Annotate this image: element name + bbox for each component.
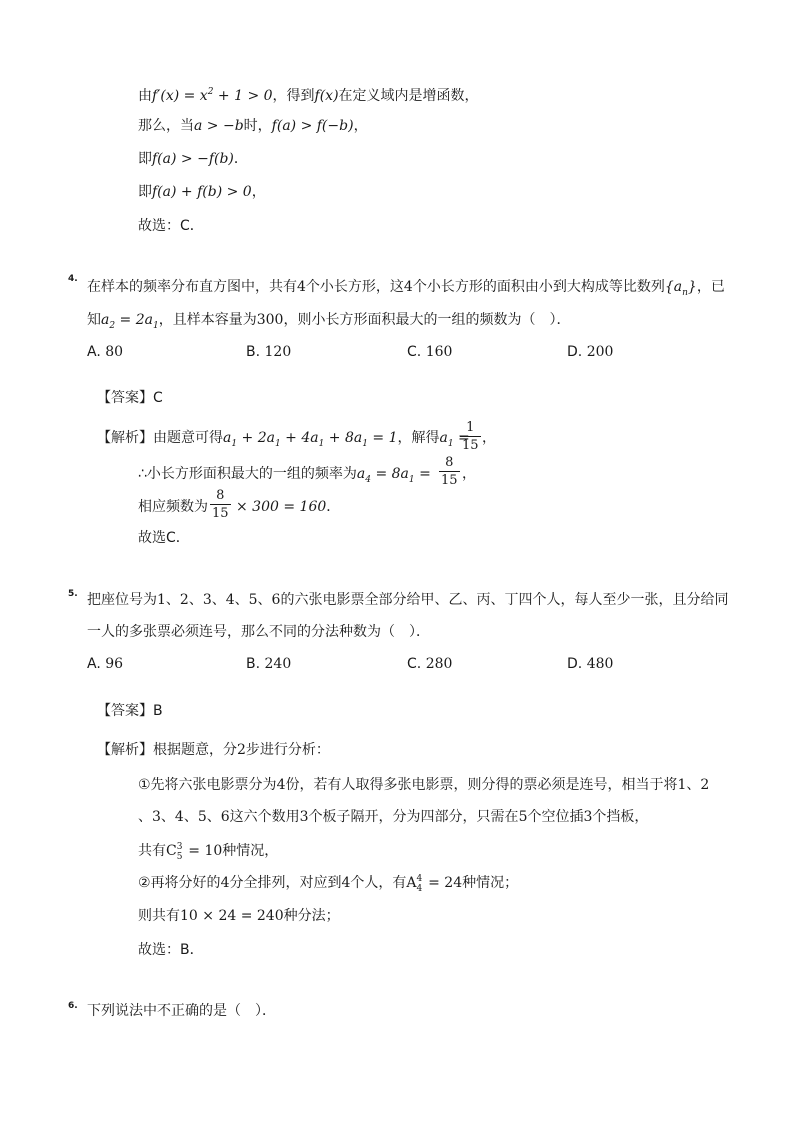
- solution-line: [138, 182, 266, 202]
- option-label: C.: [407, 656, 422, 672]
- text: ．: [233, 151, 248, 167]
- math: $a_1$ =: [439, 430, 470, 449]
- text: 种情况，: [222, 843, 279, 859]
- text: 、: [138, 809, 152, 825]
- fraction: $\frac{1}{15}$: [462, 420, 479, 453]
- analysis-line: [138, 906, 340, 926]
- text: 个小长方形，这: [305, 279, 404, 295]
- analysis-line: [138, 873, 518, 899]
- text: 时，: [243, 118, 272, 134]
- analysis-conclusion: 故选C．: [138, 530, 190, 546]
- analysis-line: [97, 428, 470, 454]
- analysis-line: [138, 464, 431, 490]
- question-text: [87, 310, 570, 336]
- math: f(x): [314, 88, 339, 104]
- text: 这六个数用: [229, 809, 300, 825]
- fraction: $\frac{8}{15}$: [212, 488, 229, 521]
- math: A 4 4 = 24: [406, 874, 463, 894]
- option-c[interactable]: [407, 654, 452, 674]
- text: ，: [353, 118, 368, 134]
- number: 4: [220, 875, 230, 891]
- answer-tag: 【答案】: [97, 703, 153, 719]
- number: 3、4、5、6: [152, 809, 230, 825]
- option-label: B.: [246, 344, 261, 360]
- text: ．: [326, 499, 341, 515]
- text: ，得到: [272, 88, 315, 104]
- number: 4: [276, 777, 286, 793]
- option-label: A.: [87, 344, 101, 360]
- question-text: 下列说法中不正确的是（ ）．: [87, 1003, 276, 1019]
- solution-line: [138, 116, 368, 136]
- number: 3: [299, 809, 309, 825]
- text: 的六张电影票全部分给甲、乙、丙、丁四个人，每人至少一张，且分给同: [280, 592, 729, 608]
- analysis-line: [138, 807, 648, 827]
- option-value: 280: [425, 656, 453, 672]
- math: f(a) > −f(b): [152, 151, 234, 167]
- option-b[interactable]: [246, 342, 291, 362]
- option-a[interactable]: [87, 654, 123, 674]
- text: 则共有: [138, 908, 180, 924]
- number: 4: [403, 279, 413, 295]
- text: 由题意可得: [153, 430, 223, 446]
- text: 分全排列，对应到: [229, 875, 342, 891]
- text: 相应频数为: [138, 499, 208, 515]
- option-value: 480: [586, 656, 614, 672]
- math: C 3 5 = 10: [166, 842, 223, 862]
- question-number: 4.: [68, 274, 78, 284]
- text: 个空位插: [527, 809, 584, 825]
- text: 在样本的频率分布直方图中，共有: [87, 279, 297, 295]
- option-label: C.: [407, 344, 422, 360]
- number: 4: [341, 875, 351, 891]
- text: 个挡板，: [592, 809, 649, 825]
- solution-conclusion: 故选：C．: [138, 218, 204, 234]
- question-text: [87, 277, 725, 303]
- analysis-line: [138, 841, 278, 867]
- math: 10 × 24 = 240: [180, 908, 284, 924]
- text: ，已: [696, 279, 725, 295]
- text: 即: [138, 151, 152, 167]
- solution-line: [138, 149, 248, 169]
- option-value: 80: [105, 344, 124, 360]
- text: ，: [251, 184, 266, 200]
- option-b[interactable]: [246, 654, 291, 674]
- option-value: 120: [264, 344, 292, 360]
- text: 由: [138, 88, 152, 104]
- math: $\{a_n\}$: [664, 279, 697, 298]
- text: 在定义域内是增函数，: [338, 88, 479, 104]
- number: 4: [297, 279, 306, 295]
- text: 知: [87, 312, 101, 328]
- answer-value: B: [153, 703, 163, 719]
- number: 5: [518, 809, 528, 825]
- text: 种分法；: [283, 908, 340, 924]
- analysis-line: [138, 497, 208, 517]
- analysis-line: [97, 740, 330, 760]
- text: ，则小长方形面积最大的一组的频数为（ ）．: [283, 312, 571, 328]
- math: $a_1 + 2a_1 + 4a_1 + 8a_1 = 1$: [223, 430, 398, 449]
- text: ②再将分好的: [138, 875, 221, 891]
- number: 1、2: [677, 777, 710, 793]
- math: × 300 = 160: [236, 499, 327, 515]
- text: 种情况；: [462, 875, 519, 891]
- text: ，解得: [397, 430, 440, 446]
- answer: [97, 701, 163, 721]
- text: ①先将六张电影票分为: [138, 777, 277, 793]
- number: 1、2、3、4、5、6: [157, 592, 281, 608]
- question-number: 5.: [68, 589, 78, 599]
- text: ，且样本容量为: [158, 312, 257, 328]
- option-a[interactable]: [87, 342, 123, 362]
- answer-value: C: [153, 390, 163, 406]
- math: $a_4 = 8a_1$ =: [356, 466, 431, 485]
- option-d[interactable]: [567, 342, 613, 362]
- text: 即: [138, 184, 152, 200]
- text: 根据题意，分: [153, 742, 237, 758]
- math: f(a) + f(b) > 0: [152, 184, 252, 200]
- option-value: 200: [586, 344, 614, 360]
- analysis-line: [138, 775, 709, 795]
- number: 3: [583, 809, 593, 825]
- number: 300: [256, 312, 284, 328]
- text: 个板子隔开，分为四部分，只需在: [308, 809, 519, 825]
- option-d[interactable]: [567, 654, 613, 674]
- math: a > −b: [194, 118, 244, 134]
- question-number: 6.: [68, 1001, 78, 1011]
- number: 2: [237, 742, 246, 758]
- option-value: 240: [264, 656, 292, 672]
- text: 个小长方形的面积由小到大构成等比数列: [412, 279, 665, 295]
- fraction: $\frac{8}{15}$: [441, 455, 458, 488]
- text: ∴小长方形面积最大的一组的频率为: [138, 466, 357, 482]
- text: 步进行分析：: [245, 742, 330, 758]
- math: $a_2 = 2a_1$: [101, 312, 159, 331]
- text: 个人，有: [350, 875, 407, 891]
- option-label: D.: [567, 656, 583, 672]
- answer-tag: 【答案】: [97, 390, 153, 406]
- analysis-conclusion: 故选：B．: [138, 942, 204, 958]
- option-c[interactable]: [407, 342, 452, 362]
- text: 共有: [138, 843, 166, 859]
- text: 那么，当: [138, 118, 194, 134]
- analysis-tag: 【解析】: [97, 742, 153, 758]
- solution-line: [138, 82, 479, 106]
- analysis-tag: 【解析】: [97, 430, 153, 446]
- option-value: 96: [105, 656, 124, 672]
- math: $f'(x) = x^2 + 1 > 0$: [152, 87, 273, 104]
- answer: [97, 388, 163, 408]
- analysis-line: [236, 497, 340, 517]
- text: ，: [462, 466, 476, 482]
- option-label: D.: [567, 344, 583, 360]
- option-value: 160: [425, 344, 453, 360]
- math: f(a) > f(−b): [271, 118, 354, 134]
- question-text: 一人的多张票必须连号，那么不同的分法种数为（ ）．: [87, 624, 430, 640]
- text: 份，若有人取得多张电影票，则分得的票必须是连号，相当于将: [285, 777, 678, 793]
- question-text: [87, 590, 728, 610]
- text: 把座位号为: [87, 592, 157, 608]
- text: ，: [482, 430, 496, 446]
- option-label: B.: [246, 656, 261, 672]
- option-label: A.: [87, 656, 101, 672]
